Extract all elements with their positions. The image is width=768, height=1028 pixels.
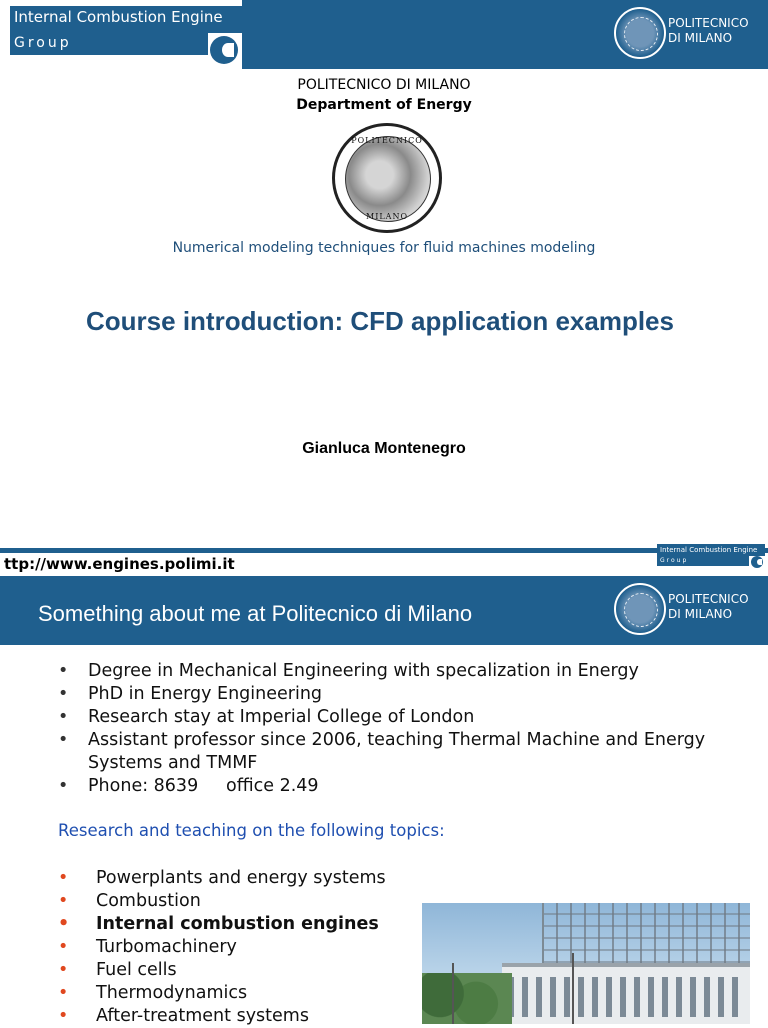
footer-icg-logo: Internal Combustion Engine Group xyxy=(657,542,765,572)
campus-building xyxy=(502,963,750,1024)
list-item: • PhD in Energy Engineering xyxy=(58,683,758,706)
lamp-pole xyxy=(572,953,574,1024)
polimi-logo-text: POLITECNICO DI MILANO xyxy=(668,592,749,621)
footer-url-link[interactable]: ttp://www.engines.polimi.it xyxy=(4,555,235,573)
seal-bottom-text: MILANO xyxy=(366,212,408,221)
list-item: • Phone: 8639 office 2.49 xyxy=(58,775,758,798)
department-name: Department of Energy xyxy=(296,97,472,113)
seal-emblem xyxy=(345,136,431,222)
slide-title: Course introduction: CFD application examples xyxy=(86,306,674,336)
research-topic-list xyxy=(58,867,438,1028)
list-item: • Assistant professor since 2006, teaching Thermal Machine and Energy Systems and TMMF xyxy=(58,729,758,775)
icg-logo-line1: Internal Combustion Engine xyxy=(10,6,242,33)
author-name: Gianluca Montenegro xyxy=(302,440,466,457)
slide2-title: Something about me at Politecnico di Milano xyxy=(38,601,473,626)
seal-top-text: POLITECNICO xyxy=(351,136,423,145)
list-item: • After-treatment systems xyxy=(58,1005,438,1028)
polimi-seal-icon xyxy=(614,583,666,635)
list-item: • Powerplants and energy systems xyxy=(58,867,438,890)
research-heading: Research and teaching on the following topics: xyxy=(58,821,445,840)
list-item: • Research stay at Imperial College of London xyxy=(58,706,758,729)
list-item: • Fuel cells xyxy=(58,959,438,982)
list-item: • Internal combustion engines xyxy=(58,913,438,936)
footer-icg-mark-icon xyxy=(751,556,763,568)
icg-logo-line2: Group xyxy=(10,33,208,55)
course-name: Numerical modeling techniques for fluid machines modeling xyxy=(172,240,596,256)
lamp-pole xyxy=(452,963,454,1024)
institution-name: POLITECNICO DI MILANO xyxy=(297,77,471,93)
trees xyxy=(422,973,512,1024)
polimi-seal-icon xyxy=(614,7,666,59)
list-item: • Combustion xyxy=(58,890,438,913)
university-seal-icon xyxy=(332,123,442,233)
bio-bullet-list xyxy=(58,660,758,798)
list-item: • Turbomachinery xyxy=(58,936,438,959)
list-item: • Thermodynamics xyxy=(58,982,438,1005)
footer-divider xyxy=(0,548,768,553)
icg-logo-mark-icon xyxy=(208,33,242,69)
list-item: • Degree in Mechanical Engineering with specalization in Energy xyxy=(58,660,758,683)
campus-photo xyxy=(422,903,750,1024)
polimi-logo-text: POLITECNICO DI MILANO xyxy=(668,16,749,45)
